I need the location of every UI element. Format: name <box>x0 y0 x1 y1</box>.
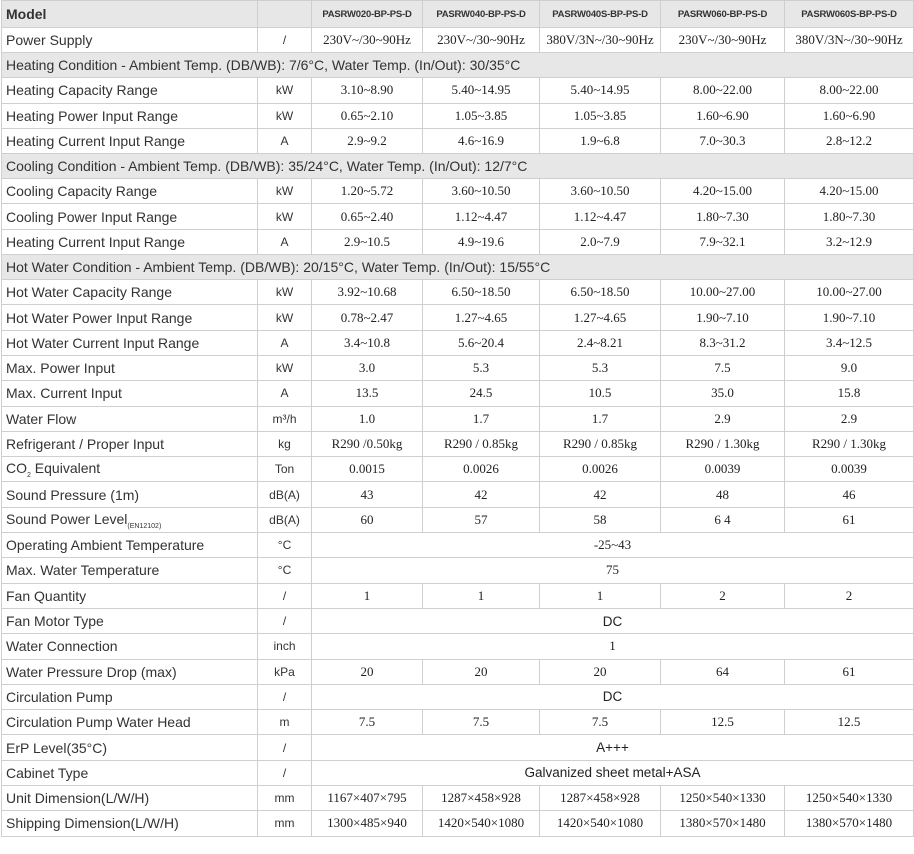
value-cell: 0.65~2.40 <box>312 204 423 229</box>
table-row <box>2 710 914 735</box>
value-cell: 1420×540×1080 <box>423 811 540 836</box>
model-header: Model <box>2 1 258 28</box>
row-label <box>2 179 258 204</box>
value-cell: 43 <box>312 482 423 507</box>
unit-cell: A <box>258 381 312 406</box>
row-label-text: Fan Quantity <box>6 587 87 604</box>
value-cell: 1287×458×928 <box>423 786 540 811</box>
row-label-text: Max. Water Temperature <box>6 562 160 579</box>
merged-value-cell: 1 <box>312 634 914 659</box>
table-row <box>2 786 914 811</box>
unit-cell: kW <box>258 204 312 229</box>
spec-table <box>1 0 914 837</box>
value-cell: 1300×485×940 <box>312 811 423 836</box>
row-label <box>2 659 258 684</box>
value-cell: R290 / 0.85kg <box>423 431 540 456</box>
row-label-text: Cabinet Type <box>6 764 89 781</box>
row-label <box>2 305 258 330</box>
row-label-text: Max. Current Input <box>6 385 122 402</box>
value-cell: 60 <box>312 507 423 532</box>
value-cell: 1 <box>312 583 423 608</box>
value-cell: 3.60~10.50 <box>540 179 661 204</box>
value-cell: 3.0 <box>312 355 423 380</box>
value-cell: 64 <box>661 659 785 684</box>
value-cell: 4.9~19.6 <box>423 229 540 254</box>
value-cell: 8.3~31.2 <box>661 330 785 355</box>
value-cell: 2.9~9.2 <box>312 128 423 153</box>
header-row <box>2 1 914 28</box>
table-row <box>2 558 914 583</box>
unit-cell: kW <box>258 78 312 103</box>
row-label-text: Unit Dimension(L/W/H) <box>6 790 150 807</box>
unit-cell: A <box>258 330 312 355</box>
row-label <box>2 811 258 836</box>
value-cell: 1.27~4.65 <box>423 305 540 330</box>
unit-cell: / <box>258 760 312 785</box>
model-name: PASRW020-BP-PS-D <box>312 1 423 28</box>
value-cell: 2.9 <box>661 406 785 431</box>
row-label-text: Hot Water Current Input Range <box>6 334 200 351</box>
row-label-text: Water Pressure Drop (max) <box>6 663 177 680</box>
table-row <box>2 482 914 507</box>
row-label-text: Refrigerant / Proper Input <box>6 436 164 452</box>
value-cell: 2.4~8.21 <box>540 330 661 355</box>
value-cell: 3.60~10.50 <box>423 179 540 204</box>
value-cell: 1.12~4.47 <box>540 204 661 229</box>
row-label-subscript: 2 <box>27 471 31 479</box>
unit-cell: dB(A) <box>258 507 312 532</box>
merged-value-cell: Galvanized sheet metal+ASA <box>312 760 914 785</box>
value-cell: 5.3 <box>540 355 661 380</box>
row-label <box>2 583 258 608</box>
value-cell: 42 <box>423 482 540 507</box>
value-cell: 0.0039 <box>785 457 914 482</box>
row-label <box>2 103 258 128</box>
value-cell: 1.9~6.8 <box>540 128 661 153</box>
value-cell: 1.80~7.30 <box>785 204 914 229</box>
table-row <box>2 659 914 684</box>
row-label-text: Circulation Pump <box>6 688 113 705</box>
row-label-text: ErP Level(35°C) <box>6 739 108 756</box>
value-cell: 24.5 <box>423 381 540 406</box>
row-label <box>2 381 258 406</box>
row-label-text: Heating Capacity Range <box>6 82 158 99</box>
unit-cell: kW <box>258 355 312 380</box>
unit-header <box>258 1 312 28</box>
value-cell: 1380×570×1480 <box>661 811 785 836</box>
unit-cell: A <box>258 229 312 254</box>
value-cell: 7.9~32.1 <box>661 229 785 254</box>
value-cell: 6.50~18.50 <box>423 280 540 305</box>
value-cell: 2.9~10.5 <box>312 229 423 254</box>
row-label <box>2 482 258 507</box>
row-label <box>2 735 258 760</box>
row-label-text: Shipping Dimension(L/W/H) <box>6 815 179 832</box>
unit-cell: / <box>258 583 312 608</box>
table-row <box>2 330 914 355</box>
row-label-text: Cooling Power Input Range <box>6 208 178 225</box>
value-cell: 12.5 <box>661 710 785 735</box>
value-cell: 1.20~5.72 <box>312 179 423 204</box>
row-label <box>2 78 258 103</box>
table-row <box>2 78 914 103</box>
row-label-text: Circulation Pump Water Head <box>6 714 191 731</box>
value-cell: 7.5 <box>312 710 423 735</box>
value-cell: 0.65~2.10 <box>312 103 423 128</box>
value-cell: 1380×570×1480 <box>785 811 914 836</box>
row-label-text: Sound Power Level <box>6 510 128 527</box>
table-row <box>2 760 914 785</box>
value-cell: 230V~/30~90Hz <box>423 28 540 53</box>
value-cell: 2.8~12.2 <box>785 128 914 153</box>
model-name: PASRW040S-BP-PS-D <box>540 1 661 28</box>
value-cell: R290 / 1.30kg <box>661 431 785 456</box>
value-cell: 6 4 <box>661 507 785 532</box>
row-label <box>2 608 258 633</box>
unit-cell: °C <box>258 558 312 583</box>
row-label-text: Operating Ambient Temperature <box>6 537 205 554</box>
row-label <box>2 28 258 53</box>
value-cell: 1287×458×928 <box>540 786 661 811</box>
value-cell: 5.40~14.95 <box>540 78 661 103</box>
value-cell: 1 <box>423 583 540 608</box>
table-row <box>2 684 914 709</box>
row-label <box>2 558 258 583</box>
unit-cell: / <box>258 28 312 53</box>
row-label <box>2 431 258 456</box>
value-cell: 10.00~27.00 <box>785 280 914 305</box>
row-label-subscript: (EN12102) <box>127 522 162 530</box>
row-label <box>2 634 258 659</box>
row-label <box>2 204 258 229</box>
table-row <box>2 406 914 431</box>
value-cell: 5.3 <box>423 355 540 380</box>
row-label-text: Hot Water Power Input Range <box>6 309 193 326</box>
table-row <box>2 431 914 456</box>
value-cell: 3.4~10.8 <box>312 330 423 355</box>
table-row <box>2 735 914 760</box>
row-label <box>2 533 258 558</box>
table-row <box>2 634 914 659</box>
unit-cell: mm <box>258 811 312 836</box>
row-label <box>2 280 258 305</box>
section-title: Cooling Condition - Ambient Temp. (DB/WB): 35/24°C, Water Temp. (In/Out): 12/7°C <box>2 154 914 179</box>
row-label-text: Max. Power Input <box>6 360 115 377</box>
table-row <box>2 457 914 482</box>
section-title: Hot Water Condition - Ambient Temp. (DB/WB): 20/15°C, Water Temp. (In/Out): 15/55°C <box>2 255 914 280</box>
section-header-row <box>2 53 914 78</box>
value-cell: 20 <box>423 659 540 684</box>
table-row <box>2 280 914 305</box>
value-cell: 1.60~6.90 <box>785 103 914 128</box>
row-label-text: Fan Motor Type <box>6 613 104 630</box>
unit-cell: A <box>258 128 312 153</box>
value-cell: 12.5 <box>785 710 914 735</box>
row-label <box>2 684 258 709</box>
row-label-text: Cooling Capacity Range <box>6 183 157 200</box>
value-cell: 2.0~7.9 <box>540 229 661 254</box>
row-label-text: Water Connection <box>6 638 118 655</box>
row-label-text: Heating Current Input Range <box>6 233 185 250</box>
row-label <box>2 330 258 355</box>
value-cell: 7.5 <box>540 710 661 735</box>
unit-cell: / <box>258 735 312 760</box>
table-row <box>2 811 914 836</box>
row-label <box>2 507 258 532</box>
unit-cell: kW <box>258 103 312 128</box>
unit-cell: kW <box>258 280 312 305</box>
value-cell: 1.05~3.85 <box>423 103 540 128</box>
value-cell: R290 / 0.85kg <box>540 431 661 456</box>
value-cell: 7.5 <box>423 710 540 735</box>
table-row <box>2 381 914 406</box>
row-label-text: Sound Pressure (1m) <box>6 486 140 503</box>
unit-cell: m³/h <box>258 406 312 431</box>
value-cell: 3.2~12.9 <box>785 229 914 254</box>
row-label <box>2 128 258 153</box>
value-cell: 58 <box>540 507 661 532</box>
unit-cell: Ton <box>258 457 312 482</box>
value-cell: 1.7 <box>423 406 540 431</box>
value-cell: 2.9 <box>785 406 914 431</box>
row-label-text: Power Supply <box>6 32 93 49</box>
unit-cell: kPa <box>258 659 312 684</box>
value-cell: 35.0 <box>661 381 785 406</box>
value-cell: 380V/3N~/30~90Hz <box>785 28 914 53</box>
value-cell: 61 <box>785 659 914 684</box>
value-cell: 7.0~30.3 <box>661 128 785 153</box>
value-cell: 42 <box>540 482 661 507</box>
model-name: PASRW060-BP-PS-D <box>661 1 785 28</box>
value-cell: 0.78~2.47 <box>312 305 423 330</box>
section-title: Heating Condition - Ambient Temp. (DB/WB): 7/6°C, Water Temp. (In/Out): 30/35°C <box>2 53 914 78</box>
row-label-text: CO <box>6 459 27 476</box>
row-label <box>2 786 258 811</box>
unit-cell: / <box>258 608 312 633</box>
value-cell: 4.6~16.9 <box>423 128 540 153</box>
value-cell: 230V~/30~90Hz <box>312 28 423 53</box>
table-row <box>2 229 914 254</box>
value-cell: 5.40~14.95 <box>423 78 540 103</box>
value-cell: 1.27~4.65 <box>540 305 661 330</box>
table-row <box>2 507 914 532</box>
value-cell: 20 <box>540 659 661 684</box>
row-label <box>2 710 258 735</box>
value-cell: 0.0026 <box>540 457 661 482</box>
table-row <box>2 305 914 330</box>
value-cell: 0.0015 <box>312 457 423 482</box>
section-header-row <box>2 255 914 280</box>
merged-value-cell: DC <box>312 608 914 633</box>
value-cell: 1 <box>540 583 661 608</box>
value-cell: 1.90~7.10 <box>785 305 914 330</box>
value-cell: 3.10~8.90 <box>312 78 423 103</box>
value-cell: 2 <box>785 583 914 608</box>
value-cell: 1420×540×1080 <box>540 811 661 836</box>
unit-cell: kg <box>258 431 312 456</box>
value-cell: 3.4~12.5 <box>785 330 914 355</box>
value-cell: 48 <box>661 482 785 507</box>
unit-cell: kW <box>258 179 312 204</box>
row-label <box>2 355 258 380</box>
row-label-text: Hot Water Capacity Range <box>6 284 172 301</box>
merged-value-cell: A+++ <box>312 735 914 760</box>
row-label-text: Heating Power Input Range <box>6 107 178 124</box>
value-cell: 3.92~10.68 <box>312 280 423 305</box>
table-row <box>2 204 914 229</box>
section-header-row <box>2 154 914 179</box>
value-cell: 1.05~3.85 <box>540 103 661 128</box>
unit-cell: m <box>258 710 312 735</box>
value-cell: 6.50~18.50 <box>540 280 661 305</box>
value-cell: 13.5 <box>312 381 423 406</box>
unit-cell: mm <box>258 786 312 811</box>
value-cell: 1.7 <box>540 406 661 431</box>
merged-value-cell: DC <box>312 684 914 709</box>
model-name: PASRW060S-BP-PS-D <box>785 1 914 28</box>
value-cell: 5.6~20.4 <box>423 330 540 355</box>
value-cell: 1.12~4.47 <box>423 204 540 229</box>
value-cell: 1.0 <box>312 406 423 431</box>
unit-cell: kW <box>258 305 312 330</box>
value-cell: 380V/3N~/30~90Hz <box>540 28 661 53</box>
unit-cell: °C <box>258 533 312 558</box>
value-cell: 10.5 <box>540 381 661 406</box>
value-cell: 9.0 <box>785 355 914 380</box>
value-cell: 1.90~7.10 <box>661 305 785 330</box>
unit-cell: dB(A) <box>258 482 312 507</box>
table-row <box>2 128 914 153</box>
value-cell: 46 <box>785 482 914 507</box>
value-cell: 7.5 <box>661 355 785 380</box>
row-label-rest: Equivalent <box>30 459 101 476</box>
merged-value-cell: 75 <box>312 558 914 583</box>
row-label-text: Heating Current Input Range <box>6 133 185 150</box>
value-cell: R290 / 1.30kg <box>785 431 914 456</box>
table-row <box>2 583 914 608</box>
value-cell: 8.00~22.00 <box>785 78 914 103</box>
value-cell: 1.60~6.90 <box>661 103 785 128</box>
value-cell: 230V~/30~90Hz <box>661 28 785 53</box>
value-cell: 61 <box>785 507 914 532</box>
unit-cell: / <box>258 684 312 709</box>
table-row <box>2 355 914 380</box>
unit-cell: inch <box>258 634 312 659</box>
table-row <box>2 28 914 53</box>
value-cell: 10.00~27.00 <box>661 280 785 305</box>
model-name: PASRW040-BP-PS-D <box>423 1 540 28</box>
value-cell: R290 /0.50kg <box>312 431 423 456</box>
table-row <box>2 608 914 633</box>
row-label <box>2 406 258 431</box>
value-cell: 57 <box>423 507 540 532</box>
table-row <box>2 103 914 128</box>
value-cell: 1250×540×1330 <box>785 786 914 811</box>
value-cell: 20 <box>312 659 423 684</box>
value-cell: 15.8 <box>785 381 914 406</box>
value-cell: 4.20~15.00 <box>785 179 914 204</box>
value-cell: 1167×407×795 <box>312 786 423 811</box>
value-cell: 0.0026 <box>423 457 540 482</box>
value-cell: 1.80~7.30 <box>661 204 785 229</box>
value-cell: 4.20~15.00 <box>661 179 785 204</box>
row-label <box>2 229 258 254</box>
value-cell: 2 <box>661 583 785 608</box>
merged-value-cell: -25~43 <box>312 533 914 558</box>
table-row <box>2 533 914 558</box>
value-cell: 0.0039 <box>661 457 785 482</box>
value-cell: 8.00~22.00 <box>661 78 785 103</box>
table-row <box>2 179 914 204</box>
value-cell: 1250×540×1330 <box>661 786 785 811</box>
row-label-text: Water Flow <box>6 410 77 427</box>
row-label <box>2 760 258 785</box>
row-label <box>2 457 258 482</box>
